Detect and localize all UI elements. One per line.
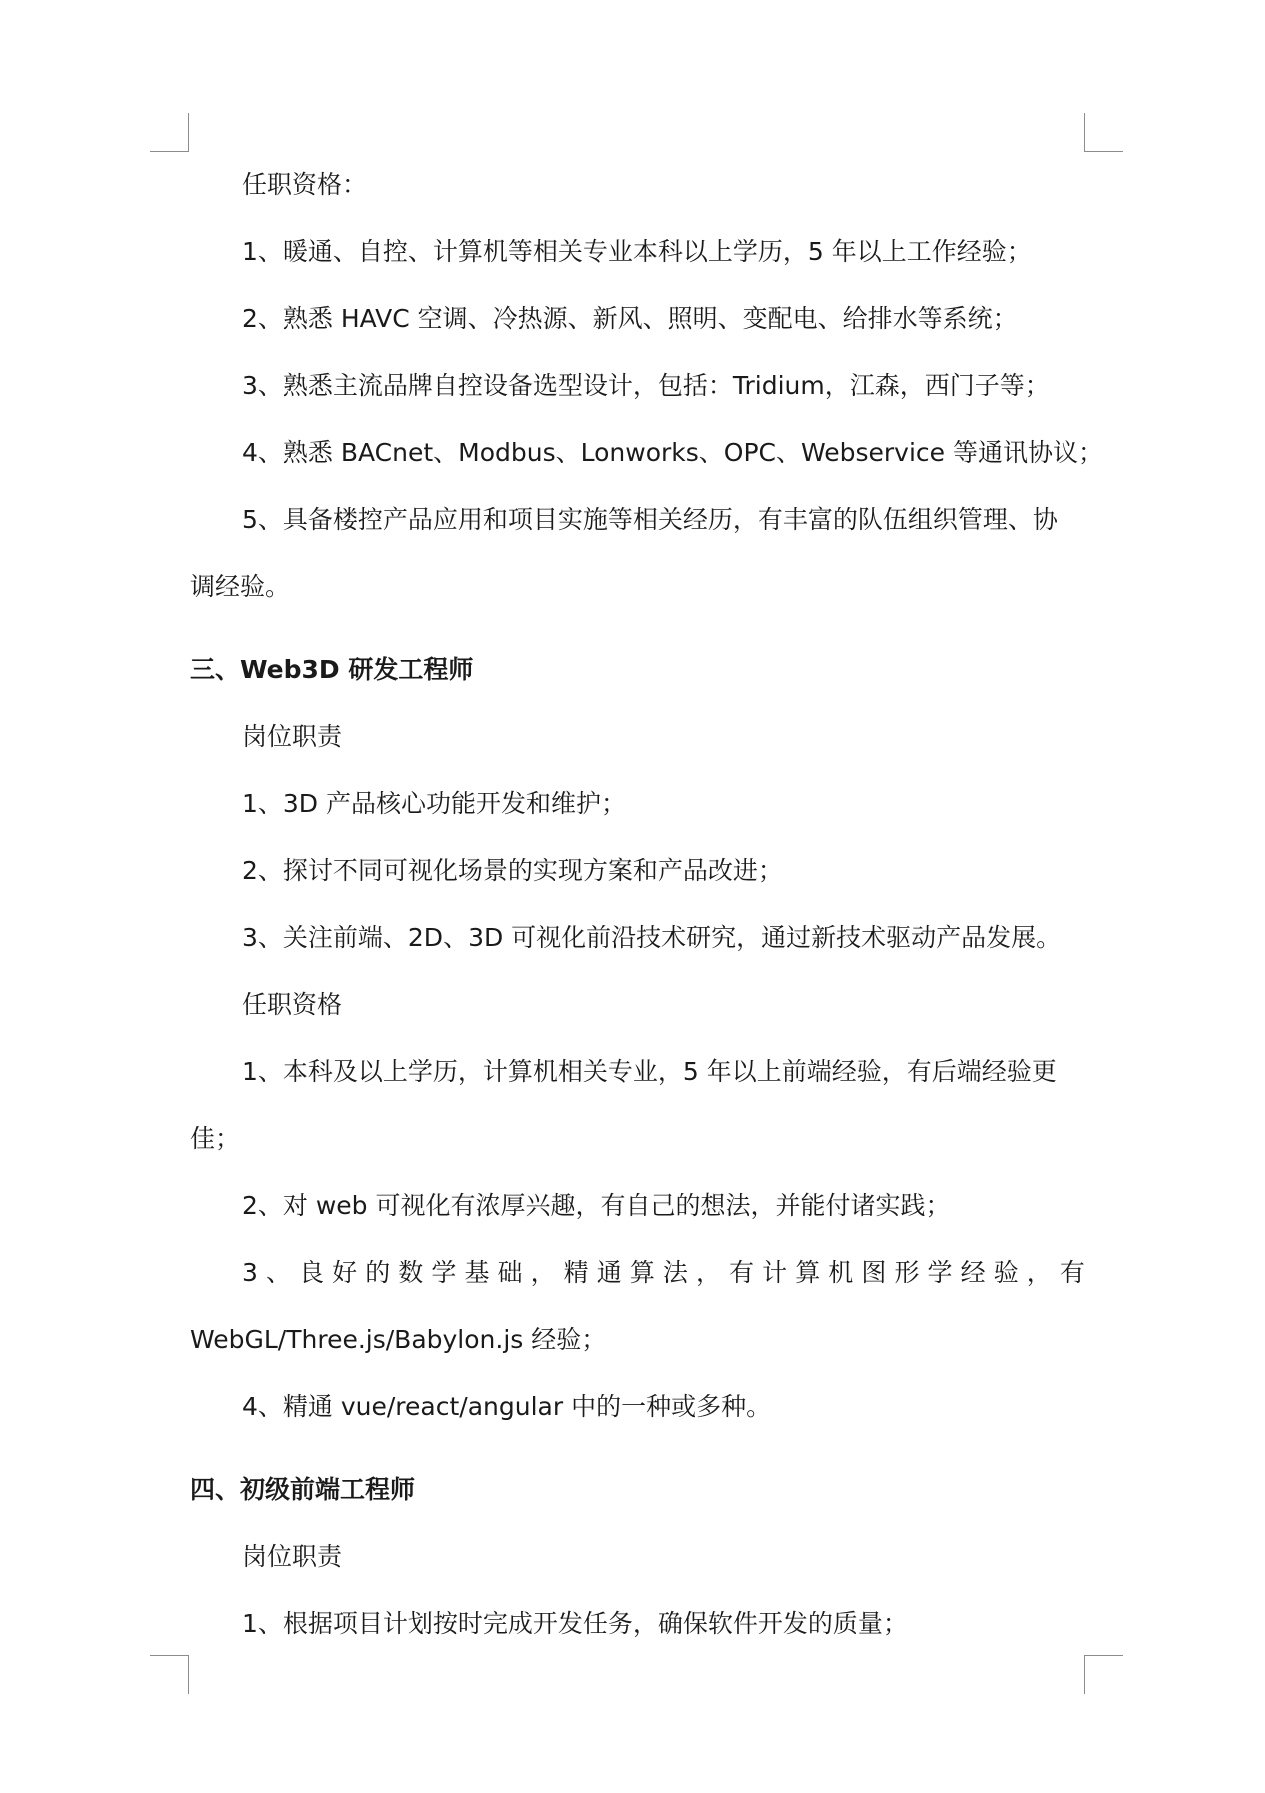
justified-char: 良: [299, 1258, 325, 1287]
list-item: 2、探讨不同可视化场景的实现方案和产品改进；: [242, 856, 783, 885]
section4-duty-title: 岗位职责: [242, 1542, 343, 1571]
justified-char: 、: [265, 1258, 291, 1287]
list-item: 1、暖通、自控、计算机等相关专业本科以上学历，5 年以上工作经验；: [242, 237, 1032, 266]
justified-char: ，: [1026, 1258, 1052, 1287]
list-item-continuation: 佳；: [190, 1124, 241, 1153]
justified-char: 通: [596, 1258, 622, 1287]
justified-char: 础: [497, 1258, 523, 1287]
justified-char: 数: [398, 1258, 424, 1287]
list-item-continuation: 调经验。: [190, 572, 291, 601]
list-item: 4、熟悉 BACnet、Modbus、Lonworks、OPC、Webservice 等通讯协议；: [242, 438, 1103, 467]
justified-char: 机: [828, 1258, 854, 1287]
section3-req-title: 任职资格: [242, 990, 343, 1019]
justified-char: ，: [530, 1258, 556, 1287]
justified-char: 学: [431, 1258, 457, 1287]
crop-mark-bottom-left: [150, 1655, 189, 1694]
list-item: 3、熟悉主流品牌自控设备选型设计，包括：Tridium，江森，西门子等；: [242, 371, 1050, 400]
list-item: 2、对 web 可视化有浓厚兴趣，有自己的想法，并能付诸实践；: [242, 1191, 951, 1220]
justified-char: 有: [1059, 1258, 1085, 1287]
section3-heading: 三、Web3D 研发工程师: [190, 655, 474, 684]
list-item: 5、具备楼控产品应用和项目实施等相关经历，有丰富的队伍组织管理、协: [242, 505, 1058, 534]
justified-char: 3: [242, 1258, 258, 1287]
justified-char: 法: [662, 1258, 688, 1287]
list-item: 1、根据项目计划按时完成开发任务，确保软件开发的质量；: [242, 1609, 908, 1638]
list-item: 2、熟悉 HAVC 空调、冷热源、新风、照明、变配电、给排水等系统；: [242, 304, 1018, 333]
list-item: 1、3D 产品核心功能开发和维护；: [242, 789, 627, 818]
justified-char: 经: [960, 1258, 986, 1287]
section3-duty-title: 岗位职责: [242, 722, 343, 751]
crop-mark-top-right: [1084, 113, 1123, 152]
justified-char: 验: [993, 1258, 1019, 1287]
justified-char: 有: [729, 1258, 755, 1287]
list-item: 4、精通 vue/react/angular 中的一种或多种。: [242, 1392, 772, 1421]
justified-char: 形: [894, 1258, 920, 1287]
justified-char: 基: [464, 1258, 490, 1287]
justified-char: ，: [695, 1258, 721, 1287]
list-item-continuation: WebGL/Three.js/Babylon.js 经验；: [190, 1325, 607, 1354]
crop-mark-bottom-right: [1084, 1655, 1123, 1694]
list-item: 1、本科及以上学历，计算机相关专业，5 年以上前端经验，有后端经验更: [242, 1057, 1057, 1086]
justified-char: 计: [762, 1258, 788, 1287]
justified-char: 好: [332, 1258, 358, 1287]
justified-char: 精: [563, 1258, 589, 1287]
justified-char: 学: [927, 1258, 953, 1287]
section4-heading: 四、初级前端工程师: [190, 1475, 416, 1504]
list-item: 3、关注前端、2D、3D 可视化前沿技术研究，通过新技术驱动产品发展。: [242, 923, 1062, 952]
justified-char: 算: [795, 1258, 821, 1287]
justified-char: 的: [365, 1258, 391, 1287]
crop-mark-top-left: [150, 113, 189, 152]
justified-char: 算: [629, 1258, 655, 1287]
list-item-justified: [242, 1256, 1085, 1290]
justified-char: 图: [861, 1258, 887, 1287]
section2-req-title: 任职资格：: [242, 170, 368, 199]
